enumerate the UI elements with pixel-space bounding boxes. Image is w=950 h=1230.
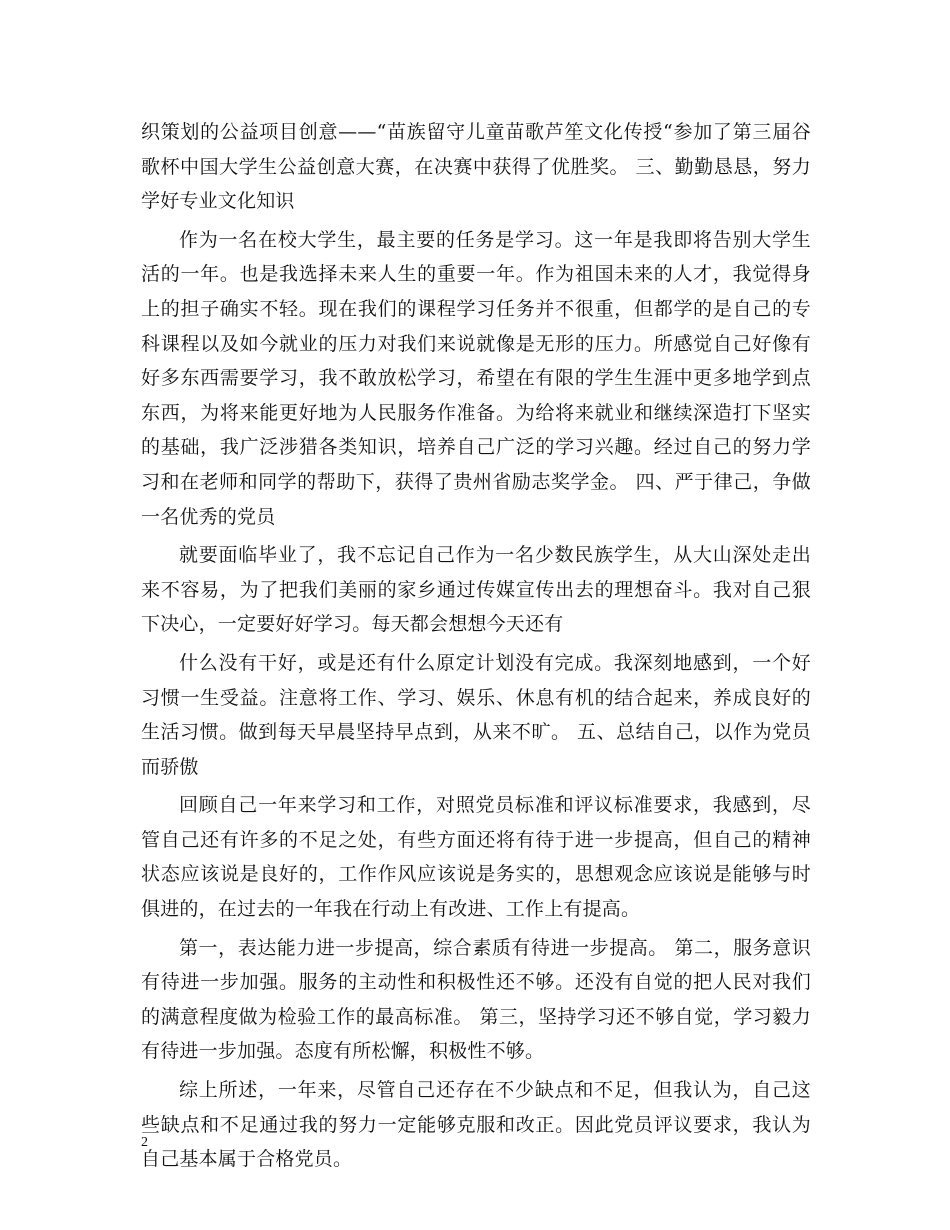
- paragraph-6: 第一，表达能力进一步提高，综合素质有待进一步提高。 第二，服务意识有待进一步加强。服务的主动性和积极性还不够。还没有自觉的把人民对我们的满意程度做为检验工作的最高标准。 第三，坚持学习还不够自觉，学习毅力有待进一步加强。态度有所松懈，积极性不够。: [141, 936, 811, 1063]
- paragraph-4: 什么没有干好，或是还有什么原定计划没有完成。我深刻地感到，一个好习惯一生受益。注意将工作、学习、娱乐、休息有机的结合起来，养成良好的生活习惯。做到每天早晨坚持早点到，从来不旷。 五、总结自己，以作为党员而骄傲: [141, 651, 811, 778]
- document-body: [141, 115, 811, 1181]
- paragraph-3: 就要面临毕业了，我不忘记自己作为一名少数民族学生，从大山深处走出来不容易，为了把我们美丽的家乡通过传媒宣传出去的理想奋斗。我对自己狠下决心，一定要好好学习。每天都会想想今天还有: [141, 544, 811, 636]
- paragraph-5: 回顾自己一年来学习和工作，对照党员标准和评议标准要求，我感到，尽管自己还有许多的不足之处，有些方面还将有待于进一步提高，但自己的精神状态应该说是良好的，工作作风应该说是务实的，思想观念应该说是能够与时俱进的，在过去的一年我在行动上有改进、工作上有提高。: [141, 794, 811, 921]
- paragraph-2: 作为一名在校大学生，最主要的任务是学习。这一年是我即将告别大学生活的一年。也是我选择未来人生的重要一年。作为祖国未来的人才，我觉得身上的担子确实不轻。现在我们的课程学习任务并不很重，但都学的是自己的专科课程以及如今就业的压力对我们来说就像是无形的压力。所感觉自己好像有好多东西需要学习，我不敢放松学习，希望在有限的学生生涯中更多地学到点东西，为将来能更好地为人民服务作准备。为给将来就业和继续深造打下坚实的基础，我广泛涉猎各类知识，培养自己广泛的学习兴趣。经过自己的努力学习和在老师和同学的帮助下，获得了贵州省励志奖学金。 四、严于律己，争做一名优秀的党员: [141, 228, 811, 528]
- paragraph-1: 织策划的公益项目创意——“苗族留守儿童苗歌芦笙文化传授“参加了第三届谷歌杯中国大学生公益创意大赛，在决赛中获得了优胜奖。 三、勤勤恳恳，努力学好专业文化知识: [141, 121, 811, 213]
- paragraph-7: 综上所述，一年来，尽管自己还存在不少缺点和不足，但我认为，自己这些缺点和不足通过我的努力一定能够克服和改正。因此党员评议要求，我认为自己基本属于合格党员。: [141, 1079, 811, 1171]
- page-number: 2: [141, 1135, 148, 1150]
